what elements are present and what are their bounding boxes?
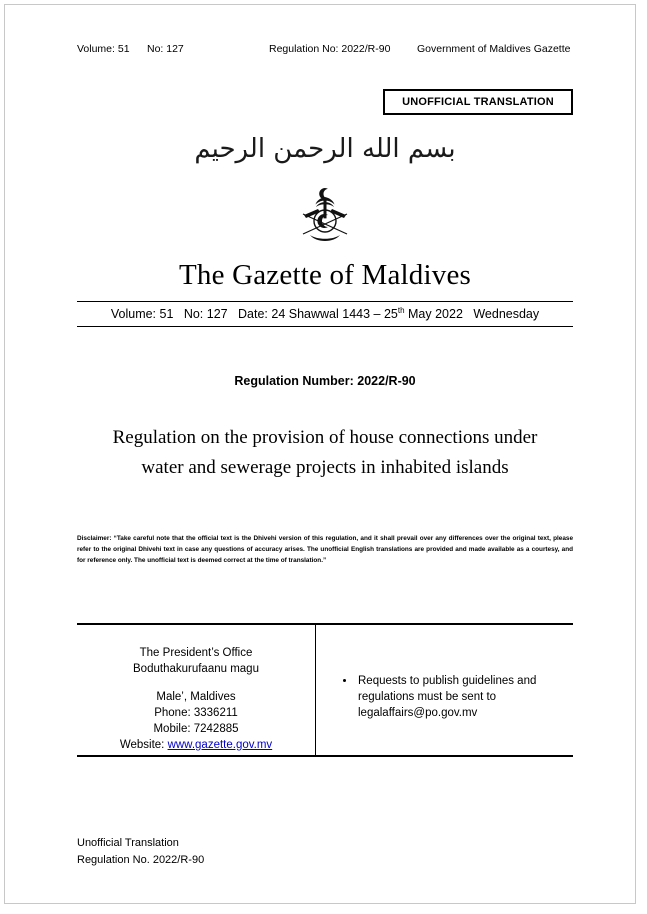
volbar-date-rest: May 2022 [404,307,463,322]
footer-note-list [342,673,563,721]
document-page [4,4,636,904]
unofficial-translation-badge: UNOFFICIAL TRANSLATION [383,89,573,115]
footer-office-address: Boduthakurufaanu magu [133,663,259,675]
subject-line-2: water and sewerage projects in inhabited islands [141,457,509,478]
maldives-state-emblem-icon [294,185,356,247]
request-note-line-1: Requests to publish guidelines and [358,675,537,687]
bismillah-text: بسم الله الرحمن الرحيم [194,134,456,164]
footer-office-name: The President’s Office [139,647,253,659]
bottom-note-translation: Unofficial Translation [77,837,179,849]
footer-notes [316,625,573,755]
volbar-date-prefix: Date: 24 Shawwal 1443 – 25 [238,307,398,322]
page-content [77,5,573,903]
footer-city: Male’, Maldives [156,691,236,703]
page-header [77,43,573,55]
header-publisher: Government of Maldives Gazette [417,43,571,55]
footer-website-link[interactable]: www.gazette.gov.mv [167,739,273,751]
footer-contact [77,625,315,755]
request-note-email: legalaffairs@po.gov.mv [358,707,478,719]
bottom-notes [77,835,573,869]
footer-spacer [77,677,315,689]
volume-date-bar [77,301,573,327]
header-number: No: 127 [147,43,184,55]
header-volume: Volume: 51 [77,43,130,55]
volbar-day: Wednesday [473,307,540,322]
subject-line-1: Regulation on the provision of house connections under [112,427,538,448]
list-item [356,673,563,721]
footer-website-label: Website: [119,739,168,751]
footer-mobile: Mobile: 7242885 [153,723,239,735]
regulation-number-label: Regulation Number: 2022/R-90 [234,374,416,388]
page-title: The Gazette of Maldives [178,259,472,291]
volbar-number: No: 127 [183,307,228,322]
regulation-subject [91,423,559,483]
footer-website-line [77,737,315,753]
volbar-date-ordinal: th [397,306,405,315]
volbar-volume: Volume: 51 [110,307,174,322]
bottom-note-regulation: Regulation No. 2022/R-90 [77,854,205,866]
footer-phone: Phone: 3336211 [154,707,238,719]
footer-block [77,623,573,757]
disclaimer-text: Disclaimer: “Take careful note that the official text is the Dhivehi version of this regulation, and it shall prevail over any differences over the original text, please refer to the original Dhivehi text in case any questions of accuracy arises. The unofficial English translations are provided and made available as a courtesy, and for reference only. The unofficial text is deemed correct at the time of translation.” [77,535,573,564]
header-regulation-no: Regulation No: 2022/R-90 [269,43,391,55]
request-note-line-2: regulations must be sent to [358,691,497,703]
